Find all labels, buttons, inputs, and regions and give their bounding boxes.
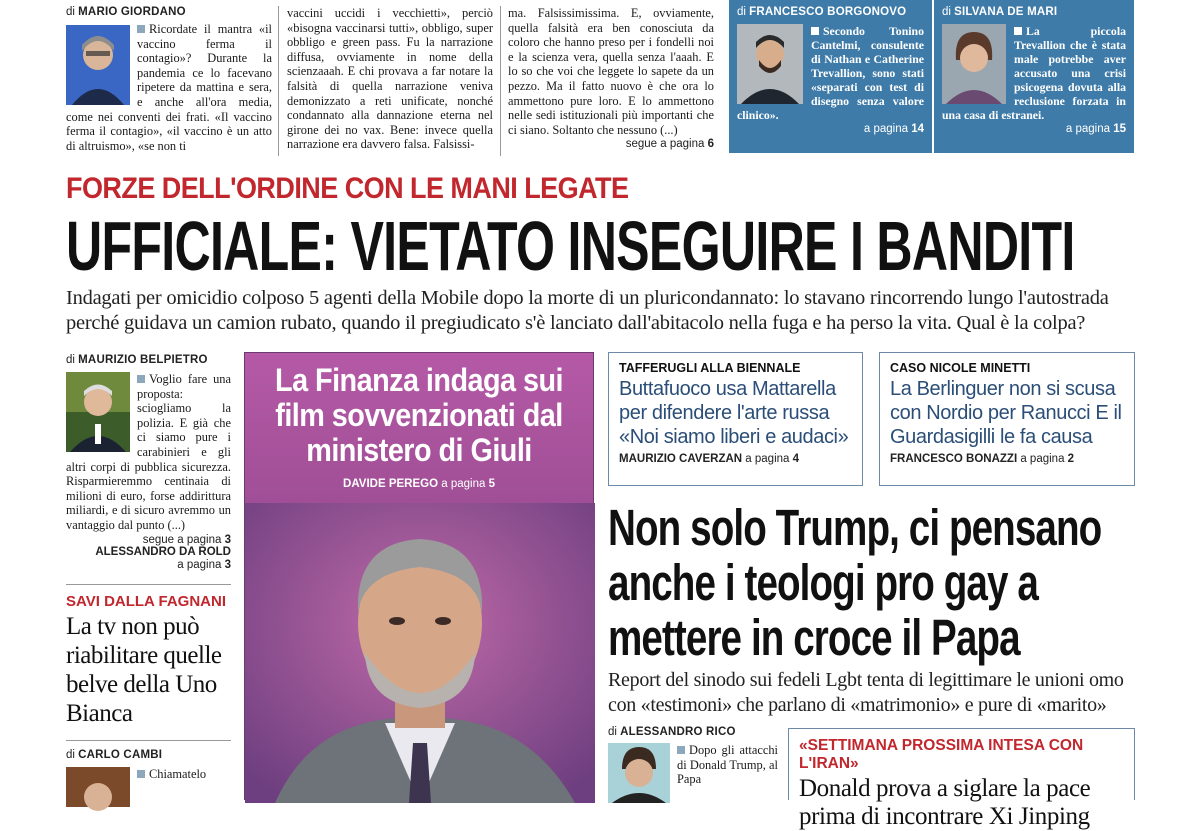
news-card-minetti[interactable] <box>879 352 1135 486</box>
byline: di ALESSANDRO RICO <box>608 726 736 738</box>
blue-box-borgonovo <box>729 0 932 153</box>
lede-text: Chiamatelo <box>66 767 231 782</box>
byline: di SILVANA DE MARI <box>942 6 1058 18</box>
page-reference[interactable]: a pagina 14 <box>863 123 924 135</box>
page-reference[interactable]: segue a pagina 6 <box>625 138 714 151</box>
square-bullet-icon <box>137 375 145 383</box>
horizontal-rule <box>66 584 231 585</box>
column-text: ma. Falsissimissima. E, ovviamente, quella falsità era ben conosciuta da coloro che hanno preso per i fondelli noi e la scienza vera, quella senza l'aaah. E lo so che voi che leggete lo sapete da un pezzo. Ma il fatto nuovo è che ora lo ammettono pure loro. E lo ammettono nelle sedi istituzionali più importanti che ci siano. Soltanto che nessuno (...) <box>508 6 714 137</box>
rico-column <box>608 726 778 800</box>
top-column-1 <box>66 6 272 156</box>
feature-title: La Finanza indaga sui film sovvenzionati dal ministero di Giuli <box>275 362 563 468</box>
feature-panel[interactable] <box>244 352 594 800</box>
lede-text: Ricordate il mantra «il vaccino ferma il contagio»? Durante la pandemia ce lo facevano ripetere da mattina e sera, e anche all'ora media, come nei conventi dei frati. «Il vaccino ferma il contagio», «il vaccino è un atto di altruismo», «se non ti <box>66 22 272 153</box>
lede-text: Dopo gli attacchi di Donald Trump, al Papa <box>677 743 778 787</box>
byline: di MAURIZIO BELPIETRO <box>66 354 208 366</box>
author-portrait <box>66 25 130 105</box>
author-portrait <box>942 24 1006 104</box>
story-kicker: SAVI DALLA FAGNANI <box>66 592 226 610</box>
card-kicker: TAFFERUGLI ALLA BIENNALE <box>619 361 801 375</box>
author-portrait <box>66 767 130 807</box>
column-text: vaccini uccidi i vecchietti», perciò «bisogna vaccinarsi tutti», obbligo, super obbligo e green pass. Fu la narrazione diffusa, ovviamente in nome della scienzaaah. E chi provava a far notare la falsità di quella narrazione veniva demonizzato a reti unificate, nonché condannato alla dannazione eterna nel girone dei no vax. Bene: invece quella narrazione era davvero falsa. Falsissi- <box>287 6 493 152</box>
byline: di CARLO CAMBI <box>66 748 163 761</box>
author-portrait <box>737 24 803 104</box>
author-name: MARIO GIORDANO <box>78 6 186 18</box>
page-reference[interactable]: a pagina 3 <box>177 558 231 571</box>
main-headline[interactable]: UFFICIALE: VIETATO INSEGUIRE I BANDITI <box>66 207 1075 285</box>
column-divider <box>278 6 279 156</box>
second-headline[interactable]: Non solo Trump, ci pensano anche i teologi pro gay a mettere in croce il Papa <box>608 499 1102 666</box>
column-divider <box>500 6 501 156</box>
horizontal-rule <box>66 740 231 741</box>
iran-box[interactable] <box>788 728 1135 830</box>
square-bullet-icon <box>811 27 819 35</box>
page-reference[interactable]: a pagina 15 <box>1065 123 1126 135</box>
author-portrait <box>66 372 130 452</box>
box-text: La piccola Trevallion che è stata male potrebbe aver accusato una crisi psicogena dovuta alla reclusione forzata in una casa di estranei. <box>942 24 1126 122</box>
lede-text: Voglio fare una proposta: sciogliamo la polizia. E già che ci siamo pure i carabinieri e gli altri corpi di pubblica sicurezza. Risparmieremmo centinaia di milioni di euro, forse addirittura miliardi, e di sicuro avremmo un vantaggio dal punto (...) <box>66 372 231 532</box>
main-deck: Indagati per omicidio colposo 5 agenti della Mobile dopo la morte di un pluricondannato: lo stavano rincorrendo lungo l'autostrada perché guidava un camion rubato, quando il pregiudicato s'è lanciato dall'abitacolo nella fuga e ha perso la vita. Qual è la colpa? <box>66 287 1109 334</box>
main-kicker: FORZE DELL'ORDINE CON LE MANI LEGATE <box>66 172 629 205</box>
author-name: ALESSANDRO DA ROLD <box>95 545 231 558</box>
byline: di MARIO GIORDANO <box>66 6 186 18</box>
portrait-photo <box>245 503 595 803</box>
card-byline: MAURIZIO CAVERZAN a pagina 4 <box>619 453 800 465</box>
author-portrait <box>608 743 670 803</box>
card-kicker: CASO NICOLE MINETTI <box>890 361 1031 375</box>
news-card-biennale[interactable] <box>608 352 863 486</box>
iran-kicker: «SETTIMANA PROSSIMA INTESA CON L'IRAN» <box>799 737 1084 772</box>
top-column-2 <box>287 6 493 156</box>
square-bullet-icon <box>1014 27 1022 35</box>
card-title: Buttafuoco usa Mattarella per difendere l'arte russa «Noi siamo liberi e audaci» <box>619 378 849 448</box>
left-column <box>66 354 231 800</box>
card-title: La Berlinguer non si scusa con Nordio per Ranucci E il Guardasigilli le fa causa <box>890 378 1122 448</box>
card-byline: FRANCESCO BONAZZI a pagina 2 <box>890 453 1075 465</box>
page-reference[interactable]: segue a pagina 3 <box>142 533 231 546</box>
story-title[interactable]: La tv non può riabilitare quelle belve della Uno Bianca <box>66 612 222 727</box>
square-bullet-icon <box>677 746 685 754</box>
second-deck: Report del sinodo sui fedeli Lgbt tenta di legittimare le unioni omo con «testimoni» che parlano di «matrimonio» e pure di «marito» <box>608 669 1124 716</box>
box-text: Secondo Tonino Cantelmi, consulente di Nathan e Catherine Trevallion, sono stati «separati con test di disegno senza valore clinico». <box>737 24 924 122</box>
iran-title: Donald prova a siglare la pace prima di incontrare Xi Jinping <box>799 775 1091 830</box>
blue-box-de-mari <box>934 0 1134 153</box>
byline: di FRANCESCO BORGONOVO <box>737 6 907 18</box>
square-bullet-icon <box>137 770 145 778</box>
top-column-3 <box>508 6 714 156</box>
square-bullet-icon <box>137 25 145 33</box>
feature-byline: DAVIDE PEREGO a pagina 5 <box>343 478 495 490</box>
